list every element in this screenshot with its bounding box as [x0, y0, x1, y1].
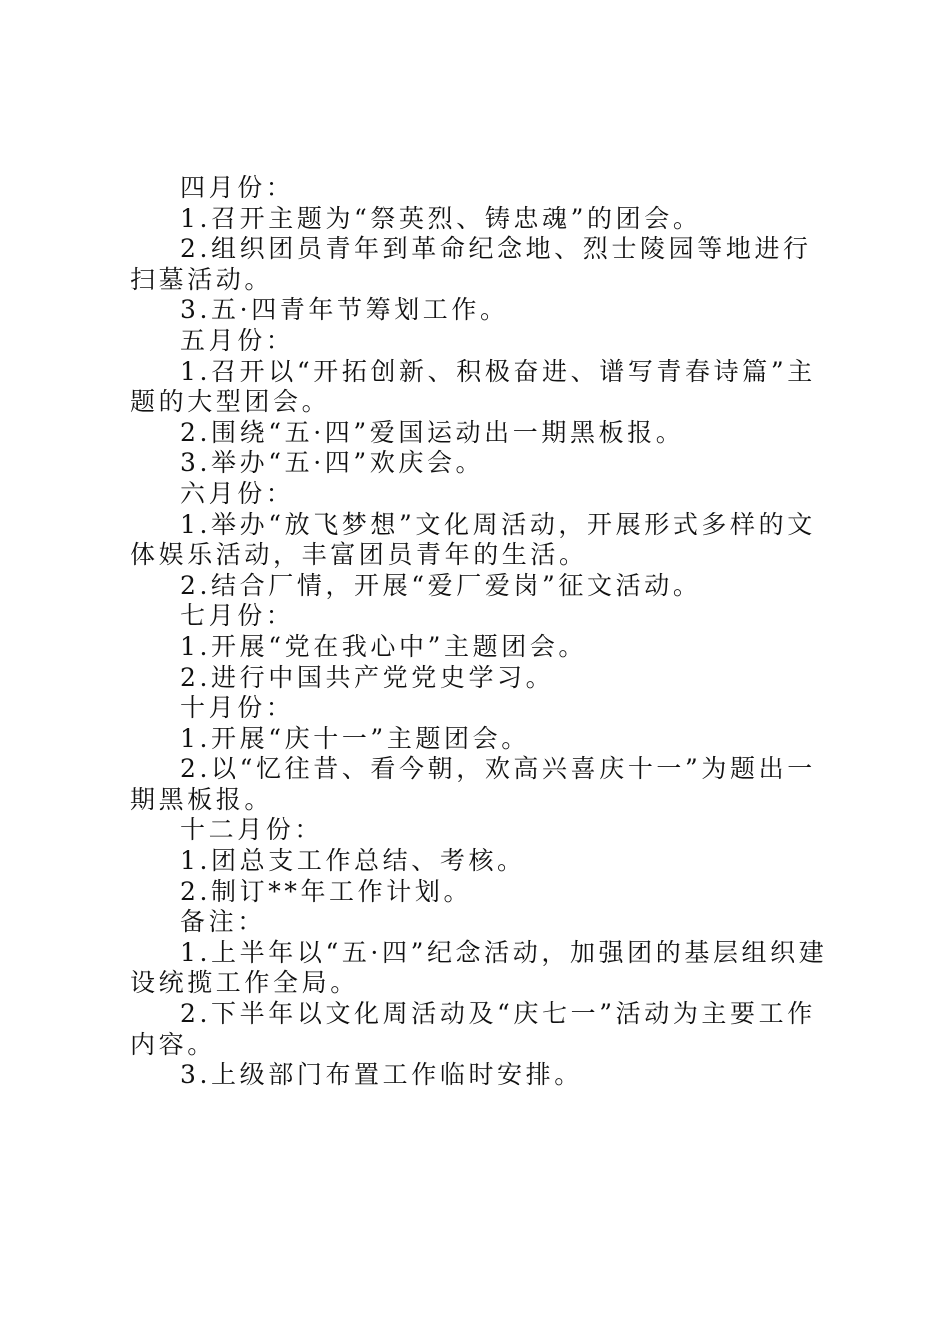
list-item: 2.以“忆往昔、看今朝，欢高兴喜庆十一”为题出一期黑板报。 — [130, 754, 816, 814]
list-item: 2.围绕“五·四”爱国运动出一期黑板报。 — [180, 417, 685, 447]
list-item: 1.开展“庆十一”主题团会。 — [180, 723, 530, 753]
list-item: 1.举办“放飞梦想”文化周活动，开展形式多样的文体娱乐活动，丰富团员青年的生活。 — [130, 509, 816, 570]
list-item: 2.组织团员青年到革命纪念地、烈士陵园等地进行扫墓活动。 — [130, 234, 812, 294]
list-item: 1.上半年以“五·四”纪念活动，加强团的基层组织建设统揽工作全局。 — [130, 937, 828, 998]
section-heading-remarks: 备注： — [180, 907, 266, 937]
section-heading-april: 四月份： — [180, 173, 295, 202]
section-heading-june: 六月份： — [180, 478, 295, 508]
section-heading-october: 十月份： — [180, 693, 295, 723]
list-item: 1.召开主题为“祭英烈、铸忠魂”的团会。 — [180, 203, 702, 233]
list-item: 2.结合厂情，开展“爱厂爱岗”征文活动。 — [180, 570, 702, 600]
document-page — [130, 173, 830, 1091]
list-item: 2.制订**年工作计划。 — [180, 876, 473, 906]
list-item: 1.开展“党在我心中”主题团会。 — [180, 631, 588, 661]
list-item: 2.下半年以文化周活动及“庆七一”活动为主要工作内容。 — [130, 999, 816, 1059]
list-item: 3.上级部门布置工作临时安排。 — [180, 1060, 583, 1090]
list-item: 2.进行中国共产党党史学习。 — [180, 662, 555, 692]
section-heading-july: 七月份： — [180, 601, 295, 631]
section-heading-december: 十二月份： — [180, 815, 324, 845]
section-heading-may: 五月份： — [180, 325, 295, 355]
list-item: 3.举办“五·四”欢庆会。 — [180, 448, 485, 478]
list-item: 3.五·四青年节筹划工作。 — [180, 295, 509, 325]
list-item: 1.团总支工作总结、考核。 — [180, 846, 526, 876]
list-item: 1.召开以“开拓创新、积极奋进、谱写青春诗篇”主题的大型团会。 — [130, 356, 816, 417]
